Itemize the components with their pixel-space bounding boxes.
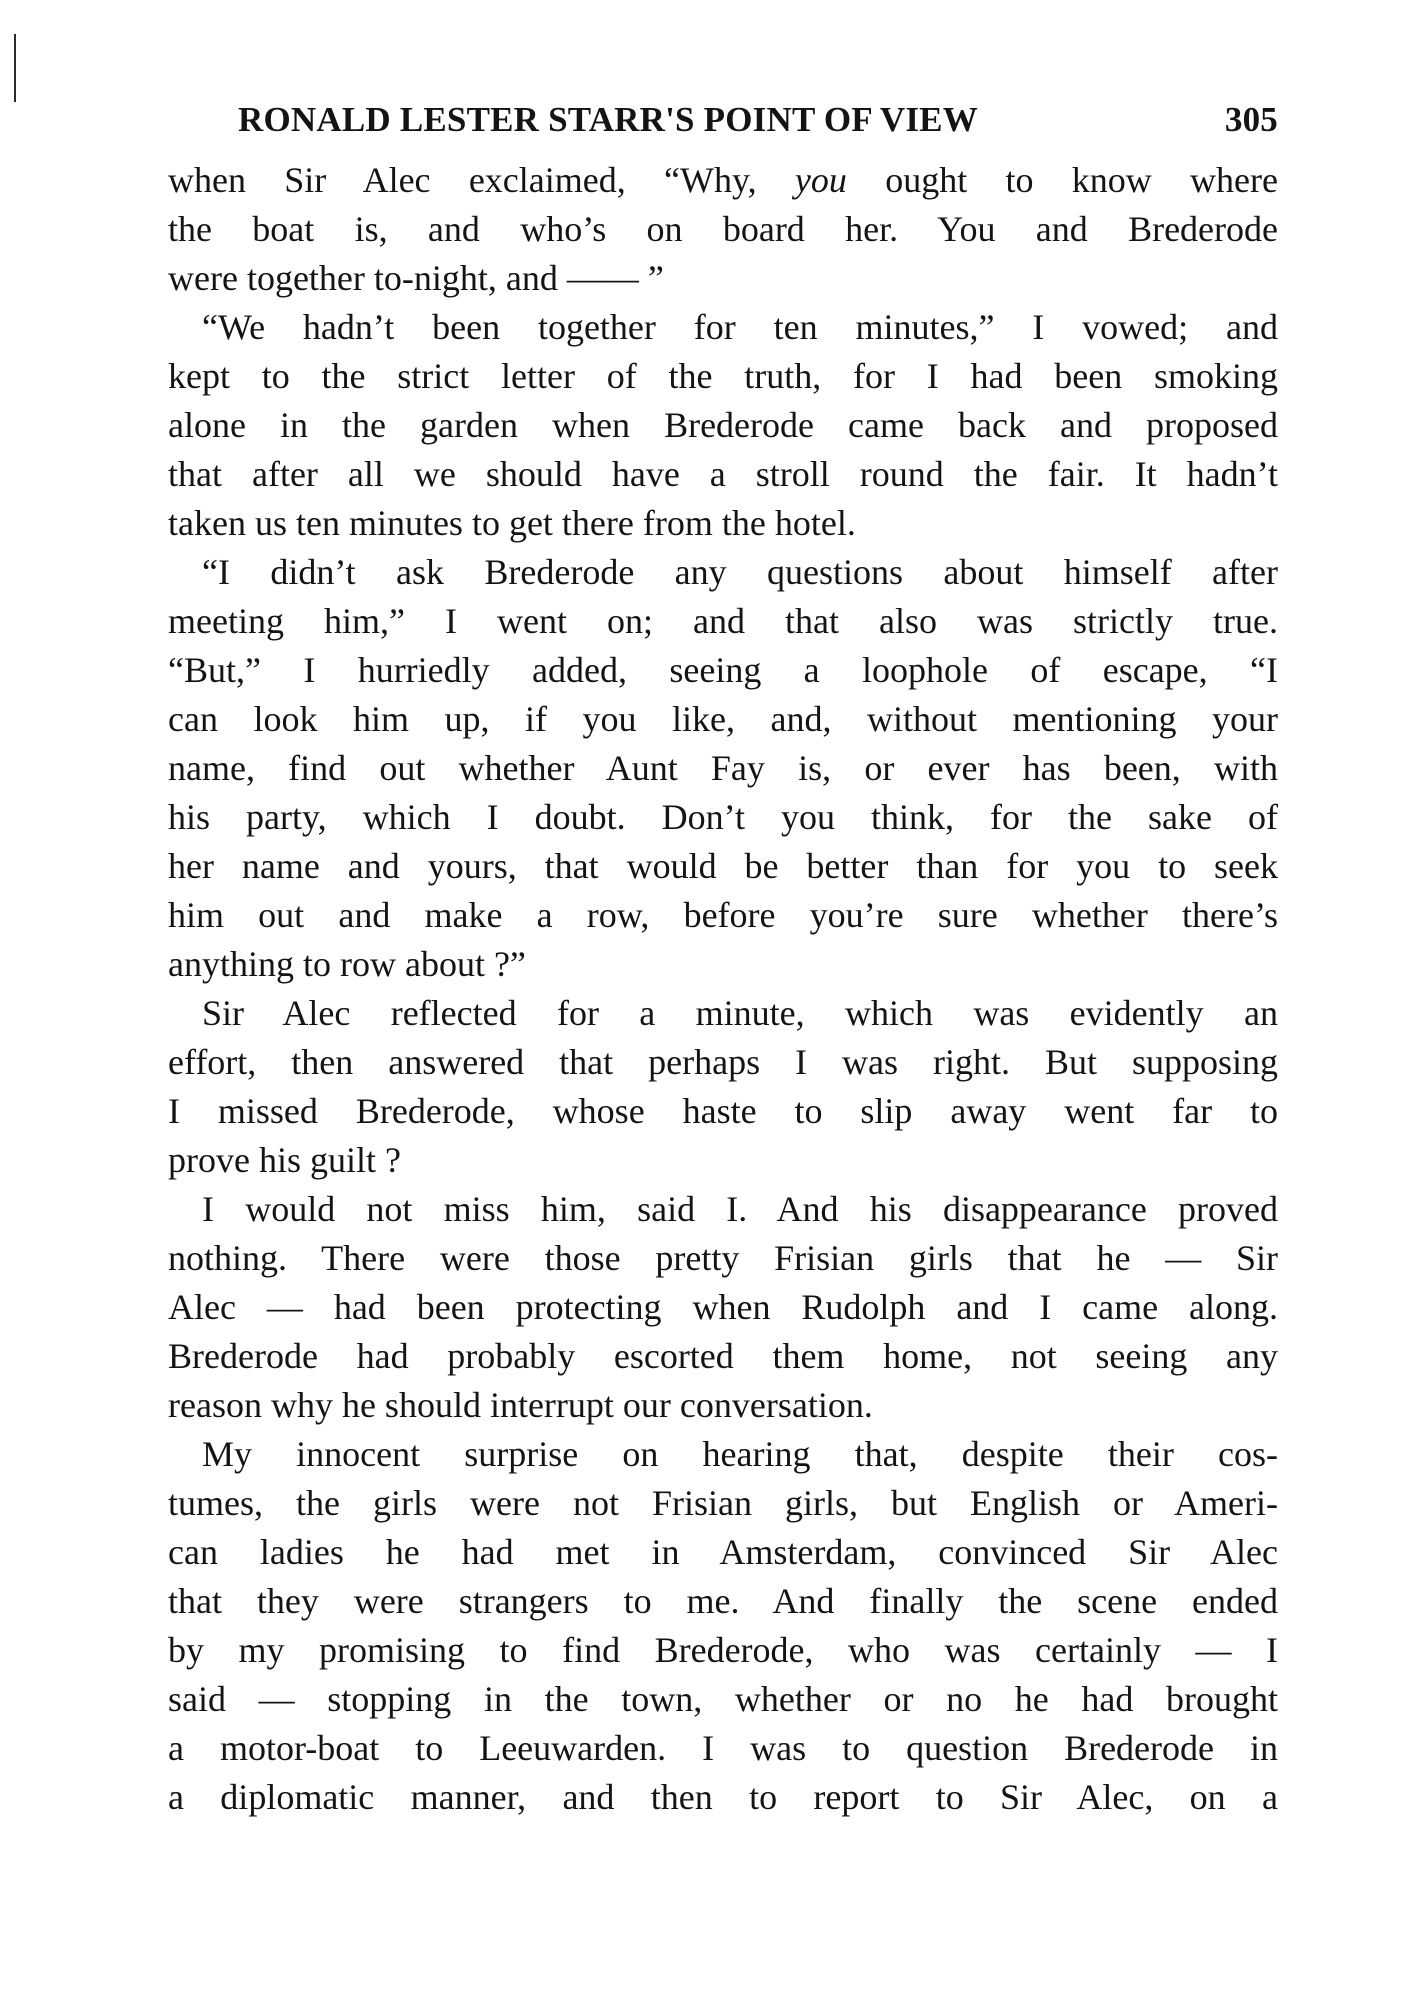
text-line: “We hadn’t been together for ten minutes,” I vowed; and xyxy=(202,307,1278,347)
text-line: My innocent surprise on hearing that, despite their cos- xyxy=(202,1434,1278,1474)
text-line: a motor-boat to Leeuwarden. I was to question Brederode in xyxy=(168,1728,1278,1768)
text-line: said — stopping in the town, whether or no he had brought xyxy=(168,1679,1278,1719)
text-line: meeting him,” I went on; and that also was strictly true. xyxy=(168,601,1278,641)
text-line: Alec — had been protecting when Rudolph and I came along. xyxy=(168,1287,1278,1327)
text-line: taken us ten minutes to get there from the hotel. xyxy=(168,503,856,543)
text-line: can look him up, if you like, and, without mentioning your xyxy=(168,699,1278,739)
text-line: Brederode had probably escorted them home, not seeing any xyxy=(168,1336,1278,1376)
paragraph xyxy=(168,156,1278,303)
text-line: when Sir Alec exclaimed, “Why, you ought to know where xyxy=(168,160,1278,200)
text-line: kept to the strict letter of the truth, for I had been smoking xyxy=(168,356,1278,396)
running-head xyxy=(238,100,1278,152)
text-line: anything to row about ?” xyxy=(168,944,526,984)
text-line: nothing. There were those pretty Frisian girls that he — Sir xyxy=(168,1238,1278,1278)
text-line: by my promising to find Brederode, who was certainly — I xyxy=(168,1630,1278,1670)
paragraph xyxy=(168,1430,1278,1822)
paragraph xyxy=(168,989,1278,1185)
text-line: can ladies he had met in Amsterdam, convinced Sir Alec xyxy=(168,1532,1278,1572)
text-line: name, find out whether Aunt Fay is, or ever has been, with xyxy=(168,748,1278,788)
text-line: “But,” I hurriedly added, seeing a loophole of escape, “I xyxy=(168,650,1278,690)
scan-edge-mark xyxy=(14,34,16,102)
page-number: 305 xyxy=(1224,100,1278,139)
text-line: effort, then answered that perhaps I was right. But supposing xyxy=(168,1042,1278,1082)
book-page xyxy=(168,100,1278,1822)
paragraph xyxy=(168,303,1278,548)
paragraph xyxy=(168,1185,1278,1430)
text-line: were together to-night, and —— ” xyxy=(168,258,664,298)
text-line: a diplomatic manner, and then to report to Sir Alec, on a xyxy=(168,1777,1278,1817)
text-line: I missed Brederode, whose haste to slip away went far to xyxy=(168,1091,1278,1131)
text-line: the boat is, and who’s on board her. You and Brederode xyxy=(168,209,1278,249)
text-line: her name and yours, that would be better than for you to seek xyxy=(168,846,1278,886)
text-line: Sir Alec reflected for a minute, which was evidently an xyxy=(202,993,1278,1033)
text-line: “I didn’t ask Brederode any questions about himself after xyxy=(202,552,1278,592)
italic-emphasis: you xyxy=(794,160,847,200)
text-line: his party, which I doubt. Don’t you think, for the sake of xyxy=(168,797,1278,837)
text-line: I would not miss him, said I. And his disappearance proved xyxy=(202,1189,1278,1229)
running-head-title: RONALD LESTER STARR'S POINT OF VIEW xyxy=(238,100,978,139)
text-line: that they were strangers to me. And finally the scene ended xyxy=(168,1581,1278,1621)
text-line: prove his guilt ? xyxy=(168,1140,401,1180)
text-line: tumes, the girls were not Frisian girls, but English or Ameri- xyxy=(168,1483,1278,1523)
paragraph xyxy=(168,548,1278,989)
text-line: reason why he should interrupt our conversation. xyxy=(168,1385,873,1425)
text-line: that after all we should have a stroll round the fair. It hadn’t xyxy=(168,454,1278,494)
body-text xyxy=(168,156,1278,1822)
text-line: him out and make a row, before you’re sure whether there’s xyxy=(168,895,1278,935)
text-line: alone in the garden when Brederode came back and proposed xyxy=(168,405,1278,445)
